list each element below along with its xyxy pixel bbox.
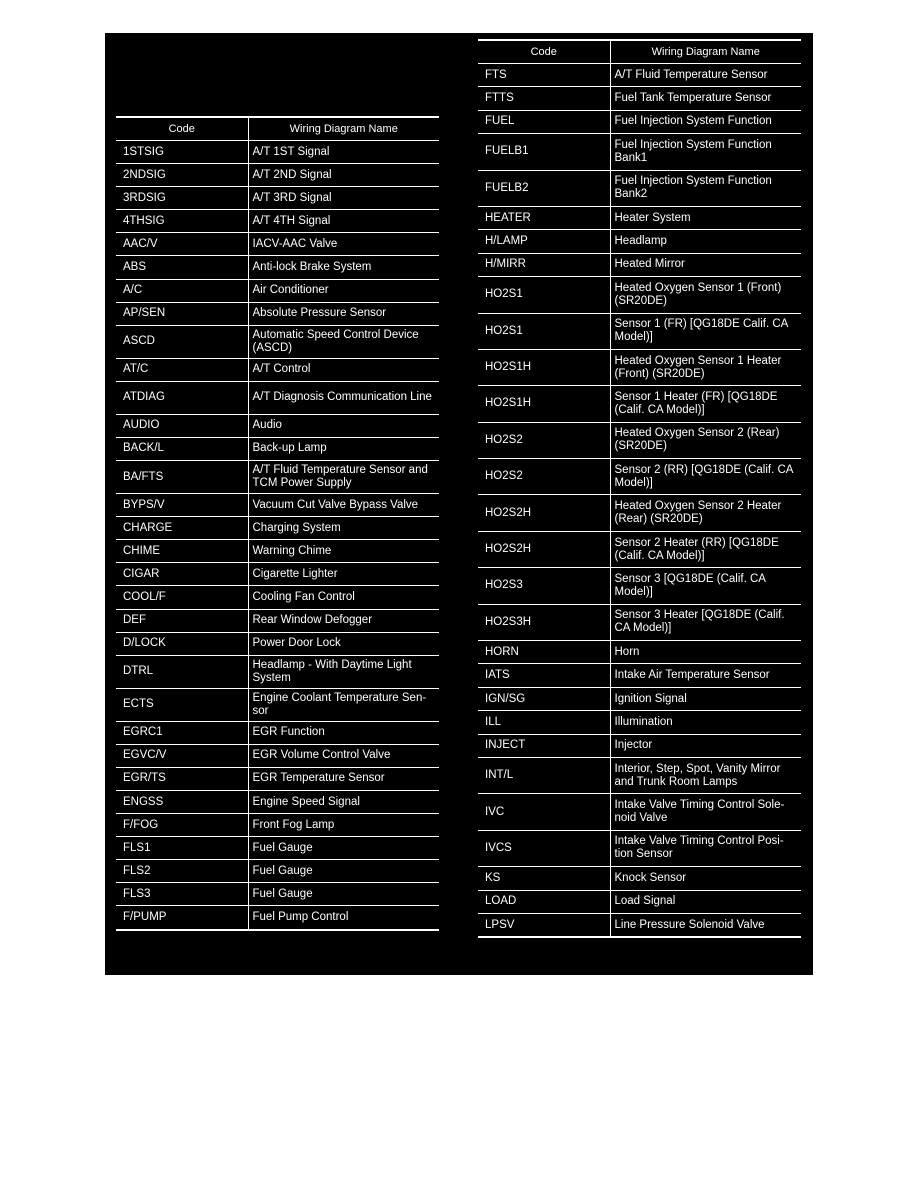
code-cell: FTTS [478, 87, 610, 110]
table-row [116, 437, 439, 460]
table-row [478, 890, 801, 913]
name-cell: Fuel Tank Temperature Sensor [610, 87, 801, 110]
name-cell: Intake Valve Timing Control Posi- tion Sensor [610, 830, 801, 866]
code-cell: ABS [116, 256, 248, 279]
code-cell: DEF [116, 609, 248, 632]
table-row [478, 687, 801, 710]
table-header-row [478, 40, 801, 64]
table-row [478, 64, 801, 87]
table-row [478, 170, 801, 206]
code-cell: FTS [478, 64, 610, 87]
name-column-header: Wiring Diagram Name [248, 117, 439, 141]
code-cell: LPSV [478, 913, 610, 937]
table-row [478, 230, 801, 253]
code-cell: ECTS [116, 688, 248, 721]
name-cell: Headlamp [610, 230, 801, 253]
code-cell: FUELB2 [478, 170, 610, 206]
name-cell: Sensor 2 Heater (RR) [QG18DE (Calif. CA Model)] [610, 531, 801, 567]
name-cell: Interior, Step, Spot, Vanity Mirror and Trunk Room Lamps [610, 757, 801, 793]
table-row [116, 325, 439, 358]
code-cell: F/FOG [116, 814, 248, 837]
name-cell: Cigarette Lighter [248, 563, 439, 586]
name-cell: Heated Oxygen Sensor 2 Heater (Rear) (SR20DE) [610, 495, 801, 531]
code-cell: 1STSIG [116, 141, 248, 164]
table-row [478, 386, 801, 422]
code-cell: AUDIO [116, 414, 248, 437]
table-row [116, 837, 439, 860]
table-row [478, 641, 801, 664]
name-cell: A/T Control [248, 358, 439, 381]
table-row [478, 422, 801, 458]
table-row [478, 253, 801, 276]
table-row [478, 110, 801, 133]
name-cell: Load Signal [610, 890, 801, 913]
table-row [116, 883, 439, 906]
table-row [478, 134, 801, 170]
code-cell: ATDIAG [116, 381, 248, 414]
name-cell: A/T 2ND Signal [248, 164, 439, 187]
table-row [116, 302, 439, 325]
code-cell: H/LAMP [478, 230, 610, 253]
name-cell: Fuel Injection System Function Bank1 [610, 134, 801, 170]
code-cell: HO2S2 [478, 422, 610, 458]
code-cell: CHIME [116, 540, 248, 563]
table-row [478, 313, 801, 349]
code-cell: IVCS [478, 830, 610, 866]
table-row [478, 664, 801, 687]
code-column-header: Code [116, 117, 248, 141]
name-cell: Engine Speed Signal [248, 790, 439, 813]
table-row [478, 459, 801, 495]
name-cell: Illumination [610, 711, 801, 734]
code-cell: HO2S1 [478, 277, 610, 313]
code-cell: A/C [116, 279, 248, 302]
name-cell: Absolute Pressure Sensor [248, 302, 439, 325]
code-cell: D/LOCK [116, 632, 248, 655]
code-cell: 2NDSIG [116, 164, 248, 187]
table-row [116, 141, 439, 164]
code-cell: ASCD [116, 325, 248, 358]
table-row [478, 830, 801, 866]
wiring-code-table-left [116, 116, 439, 931]
code-cell: HO2S1 [478, 313, 610, 349]
name-cell: A/T 1ST Signal [248, 141, 439, 164]
code-cell: HO2S2 [478, 459, 610, 495]
name-cell: Fuel Gauge [248, 883, 439, 906]
name-cell: Fuel Gauge [248, 860, 439, 883]
code-cell: HO2S3 [478, 568, 610, 604]
code-cell: DTRL [116, 655, 248, 688]
name-cell: A/T 3RD Signal [248, 187, 439, 210]
wiring-code-table-right [478, 39, 801, 938]
code-cell: AP/SEN [116, 302, 248, 325]
code-cell: AT/C [116, 358, 248, 381]
code-cell: HO2S1H [478, 349, 610, 385]
name-cell: Heated Oxygen Sensor 1 (Front) (SR20DE) [610, 277, 801, 313]
name-cell: EGR Volume Control Valve [248, 744, 439, 767]
name-cell: Back-up Lamp [248, 437, 439, 460]
code-cell: EGVC/V [116, 744, 248, 767]
table-row [116, 906, 439, 930]
name-cell: Intake Air Temperature Sensor [610, 664, 801, 687]
table-row [478, 531, 801, 567]
name-cell: Cooling Fan Control [248, 586, 439, 609]
table-row [116, 164, 439, 187]
code-cell: BYPS/V [116, 494, 248, 517]
code-cell: H/MIRR [478, 253, 610, 276]
name-cell: A/T Fluid Temperature Sensor and TCM Power Supply [248, 461, 439, 494]
table-row [116, 563, 439, 586]
code-column-header: Code [478, 40, 610, 64]
code-cell: IVC [478, 794, 610, 830]
name-cell: Air Conditioner [248, 279, 439, 302]
table-row [116, 609, 439, 632]
code-cell: CIGAR [116, 563, 248, 586]
table-row [116, 381, 439, 414]
code-cell: FLS3 [116, 883, 248, 906]
table-row [116, 210, 439, 233]
table-row [116, 233, 439, 256]
code-cell: IATS [478, 664, 610, 687]
table-row [478, 206, 801, 229]
name-cell: Fuel Gauge [248, 837, 439, 860]
name-cell: EGR Function [248, 721, 439, 744]
table-row [116, 721, 439, 744]
table-row [116, 461, 439, 494]
code-cell: FUELB1 [478, 134, 610, 170]
code-cell: HO2S3H [478, 604, 610, 640]
name-cell: EGR Temperature Sensor [248, 767, 439, 790]
table-row [116, 517, 439, 540]
code-cell: BACK/L [116, 437, 248, 460]
code-cell: LOAD [478, 890, 610, 913]
code-cell: 3RDSIG [116, 187, 248, 210]
name-cell: A/T 4TH Signal [248, 210, 439, 233]
name-cell: Intake Valve Timing Control Sole- noid Valve [610, 794, 801, 830]
code-cell: HEATER [478, 206, 610, 229]
table-row [116, 494, 439, 517]
table-row [116, 358, 439, 381]
code-cell: ILL [478, 711, 610, 734]
code-cell: HORN [478, 641, 610, 664]
name-cell: Heater System [610, 206, 801, 229]
code-cell: HO2S1H [478, 386, 610, 422]
name-cell: A/T Fluid Temperature Sensor [610, 64, 801, 87]
name-column-header: Wiring Diagram Name [610, 40, 801, 64]
table-row [478, 349, 801, 385]
name-cell: Charging System [248, 517, 439, 540]
name-cell: Injector [610, 734, 801, 757]
table-row [116, 744, 439, 767]
table-row [116, 688, 439, 721]
code-cell: INT/L [478, 757, 610, 793]
table-row [116, 586, 439, 609]
name-cell: Audio [248, 414, 439, 437]
code-cell: FLS1 [116, 837, 248, 860]
table-row [478, 734, 801, 757]
table-row [478, 277, 801, 313]
name-cell: IACV-AAC Valve [248, 233, 439, 256]
code-cell: KS [478, 867, 610, 890]
name-cell: Heated Oxygen Sensor 1 Heater (Front) (SR20DE) [610, 349, 801, 385]
name-cell: Anti-lock Brake System [248, 256, 439, 279]
table-row [116, 655, 439, 688]
name-cell: Rear Window Defogger [248, 609, 439, 632]
name-cell: Front Fog Lamp [248, 814, 439, 837]
table-row [478, 495, 801, 531]
table-row [478, 568, 801, 604]
code-cell: FLS2 [116, 860, 248, 883]
code-cell: HO2S2H [478, 531, 610, 567]
table-row [116, 256, 439, 279]
name-cell: Automatic Speed Control Device (ASCD) [248, 325, 439, 358]
table-row [478, 87, 801, 110]
code-cell: COOL/F [116, 586, 248, 609]
table-row [116, 540, 439, 563]
name-cell: Heated Oxygen Sensor 2 (Rear) (SR20DE) [610, 422, 801, 458]
code-cell: CHARGE [116, 517, 248, 540]
code-cell: ENGSS [116, 790, 248, 813]
table-row [478, 604, 801, 640]
table-row [116, 860, 439, 883]
code-cell: AAC/V [116, 233, 248, 256]
name-cell: Horn [610, 641, 801, 664]
name-cell: Fuel Injection System Function [610, 110, 801, 133]
code-cell: HO2S2H [478, 495, 610, 531]
table-row [116, 187, 439, 210]
code-cell: EGR/TS [116, 767, 248, 790]
table-row [116, 414, 439, 437]
table-row [478, 794, 801, 830]
code-cell: IGN/SG [478, 687, 610, 710]
code-cell: FUEL [478, 110, 610, 133]
code-cell: EGRC1 [116, 721, 248, 744]
name-cell: Sensor 3 [QG18DE (Calif. CA Model)] [610, 568, 801, 604]
code-cell: F/PUMP [116, 906, 248, 930]
name-cell: Warning Chime [248, 540, 439, 563]
code-cell: INJECT [478, 734, 610, 757]
name-cell: Heated Mirror [610, 253, 801, 276]
name-cell: Knock Sensor [610, 867, 801, 890]
table-row [116, 767, 439, 790]
name-cell: Sensor 3 Heater [QG18DE (Calif. CA Model)] [610, 604, 801, 640]
table-row [116, 790, 439, 813]
name-cell: Line Pressure Solenoid Valve [610, 913, 801, 937]
table-row [478, 757, 801, 793]
code-cell: BA/FTS [116, 461, 248, 494]
name-cell: Fuel Injection System Function Bank2 [610, 170, 801, 206]
name-cell: A/T Diagnosis Communication Line [248, 381, 439, 414]
table-row [478, 711, 801, 734]
name-cell: Fuel Pump Control [248, 906, 439, 930]
name-cell: Sensor 2 (RR) [QG18DE (Calif. CA Model)] [610, 459, 801, 495]
table-row [116, 814, 439, 837]
table-header-row [116, 117, 439, 141]
name-cell: Engine Coolant Temperature Sen- sor [248, 688, 439, 721]
table-row [116, 279, 439, 302]
name-cell: Ignition Signal [610, 687, 801, 710]
name-cell: Sensor 1 Heater (FR) [QG18DE (Calif. CA Model)] [610, 386, 801, 422]
name-cell: Headlamp - With Daytime Light System [248, 655, 439, 688]
name-cell: Vacuum Cut Valve Bypass Valve [248, 494, 439, 517]
name-cell: Power Door Lock [248, 632, 439, 655]
name-cell: Sensor 1 (FR) [QG18DE Calif. CA Model)] [610, 313, 801, 349]
table-row [478, 867, 801, 890]
table-row [478, 913, 801, 937]
code-cell: 4THSIG [116, 210, 248, 233]
table-row [116, 632, 439, 655]
